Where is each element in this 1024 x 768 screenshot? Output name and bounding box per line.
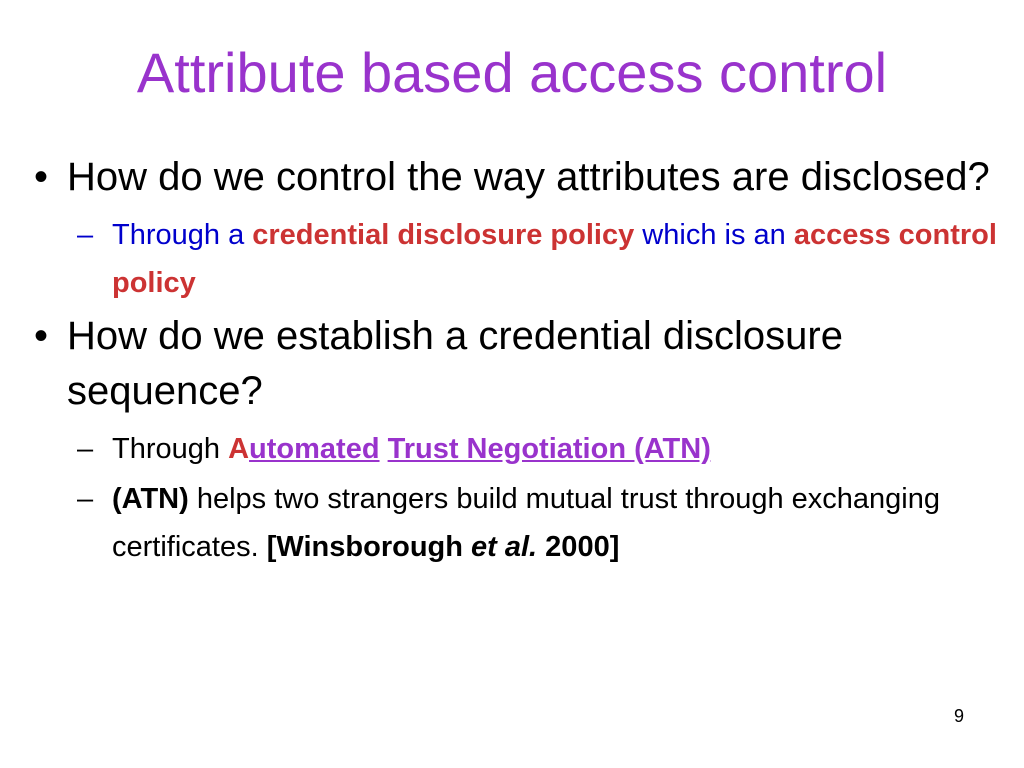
sub-bullet-item <box>77 211 1004 307</box>
bold-text: (ATN) <box>112 483 189 515</box>
dash-icon: – <box>77 483 94 515</box>
bullet-item <box>34 150 1004 205</box>
sub-bullet-item <box>77 475 1004 571</box>
sub-bullet-text: which is an <box>634 219 794 251</box>
bullet-icon: • <box>34 155 49 199</box>
bullet-text: How do we establish a credential disclosure sequence? <box>67 314 843 413</box>
emphasis-letter: A <box>228 433 250 465</box>
link-trust-negotiation[interactable]: Trust Negotiation (ATN) <box>387 433 711 465</box>
citation-italic: et al. <box>471 531 538 563</box>
sub-bullet-text: Through a <box>112 219 253 251</box>
bullet-text: How do we control the way attributes are disclosed? <box>67 155 990 199</box>
sub-bullet-text: helps two strangers build mutual trust through exchanging certificates. <box>112 483 940 563</box>
citation-year: 2000] <box>537 531 620 563</box>
bullet-icon: • <box>34 314 49 358</box>
spacer-text <box>380 433 388 465</box>
slide-content <box>34 150 1004 573</box>
bullet-item <box>34 309 1004 419</box>
link-automated[interactable]: utomated <box>249 433 380 465</box>
sub-bullet-text: Through <box>112 433 229 465</box>
slide-title: Attribute based access control <box>136 41 888 104</box>
sub-bullet-item <box>77 425 1004 473</box>
dash-icon: – <box>77 433 94 465</box>
page-number: 9 <box>953 706 964 726</box>
dash-icon: – <box>77 219 94 251</box>
emphasis-text: credential disclosure policy <box>252 219 635 251</box>
emphasis-text: access control policy <box>112 219 997 299</box>
citation-text: [Winsborough <box>266 531 472 563</box>
